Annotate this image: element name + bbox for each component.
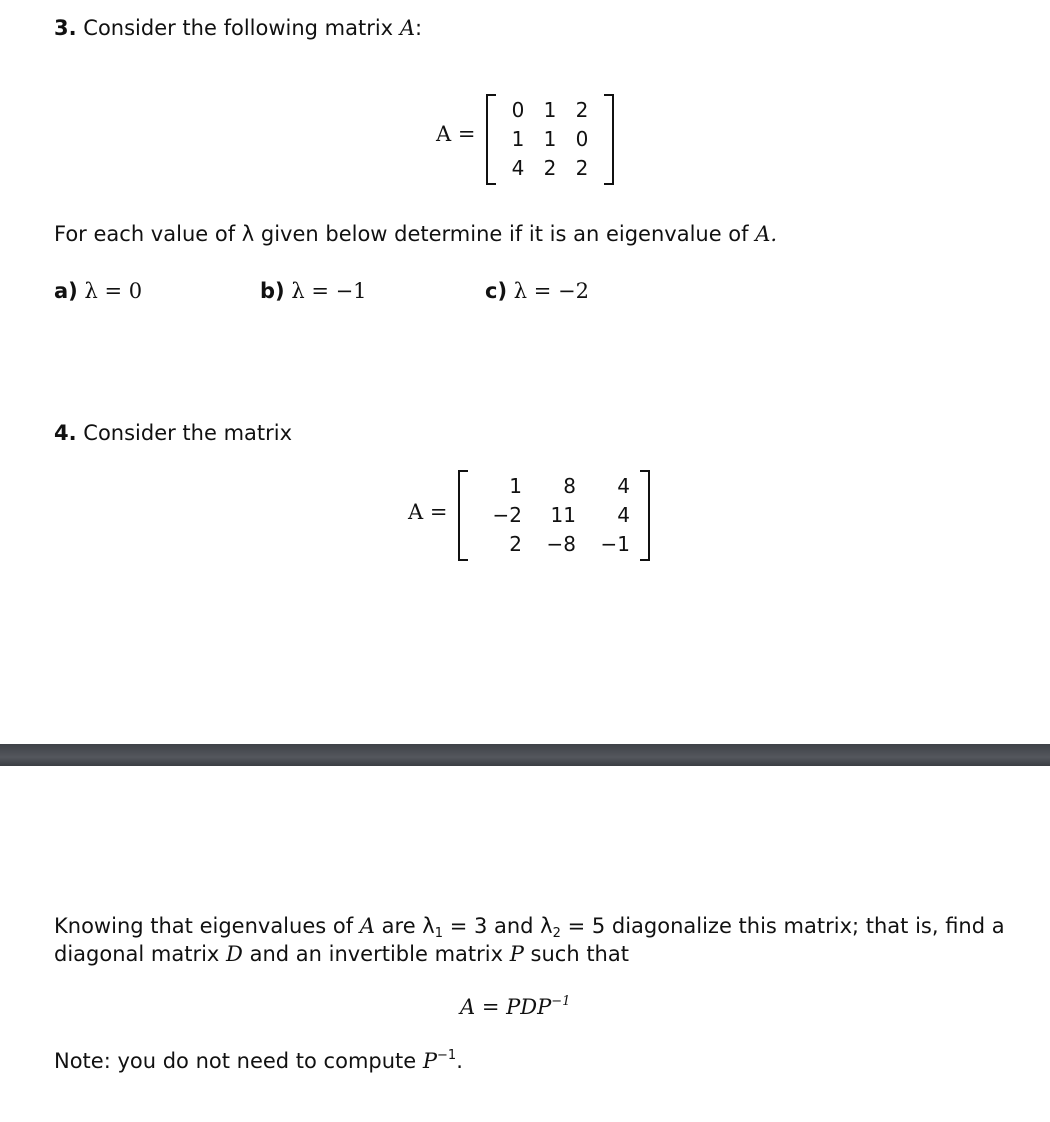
- matrix1-cell: 2: [575, 156, 589, 180]
- matrix1-right-bracket: [604, 94, 614, 185]
- matrix1-label: A =: [436, 122, 476, 146]
- problem3-question-var: A.: [755, 222, 778, 246]
- matrix1-cell: 1: [543, 98, 557, 122]
- problem4-heading: [54, 421, 292, 445]
- matrix1-cell: 2: [575, 98, 589, 122]
- line2-p: P: [509, 942, 524, 966]
- matrix1-cell: 4: [511, 156, 525, 180]
- line1-mid: are λ: [381, 914, 435, 938]
- matrix2-right-bracket: [640, 470, 650, 561]
- line1-var: A: [359, 914, 375, 938]
- formula-text: A = PDP: [460, 995, 552, 1019]
- matrix2-cell: 1: [509, 474, 522, 498]
- line2-pre: diagonal matrix: [54, 942, 220, 966]
- lambda2-subscript: 2: [552, 926, 561, 941]
- part-b-label: b): [260, 279, 285, 303]
- part-b-expr: λ = −1: [291, 279, 367, 303]
- matrix2-label: A =: [408, 500, 448, 524]
- problem3-question-text: For each value of λ given below determine if it is an eigenvalue of: [54, 222, 749, 246]
- diagonalization-formula: [460, 994, 570, 1019]
- matrix2-cell: −1: [600, 532, 630, 556]
- line1-post: = 5 diagonalize this matrix; that is, find a: [560, 914, 1005, 938]
- problem4-statement-line1: [54, 914, 1005, 941]
- line2-mid: and an invertible matrix: [249, 942, 504, 966]
- matrix2: [458, 470, 650, 561]
- note-text: Note: you do not need to compute: [54, 1049, 417, 1073]
- matrix1-cell: 2: [543, 156, 557, 180]
- problem4-intro: Consider the matrix: [83, 421, 293, 445]
- matrix1-grid: [496, 94, 604, 185]
- part-a-expr: λ = 0: [84, 279, 143, 303]
- part-b: [260, 279, 367, 303]
- problem3-var: A: [399, 16, 415, 40]
- matrix2-cell: −8: [546, 532, 576, 556]
- problem3-intro: Consider the following matrix: [83, 16, 394, 40]
- part-c-expr: λ = −2: [513, 279, 589, 303]
- matrix2-cell: 2: [509, 532, 522, 556]
- page-divider: [0, 744, 1050, 766]
- line1-eq1: = 3 and λ: [443, 914, 553, 938]
- part-c: [485, 279, 589, 303]
- matrix1-cell: 0: [575, 127, 589, 151]
- matrix1-cell: 1: [511, 127, 525, 151]
- matrix2-cell: 4: [617, 474, 630, 498]
- matrix2-cell: −2: [492, 503, 522, 527]
- note-var: P: [422, 1049, 438, 1073]
- matrix1: [486, 94, 614, 185]
- part-a: [54, 279, 142, 303]
- matrix1-cell: 1: [543, 127, 557, 151]
- matrix2-left-bracket: [458, 470, 468, 561]
- matrix2-cell: 11: [550, 503, 576, 527]
- matrix1-cell: 0: [511, 98, 525, 122]
- problem3-question: [54, 222, 777, 246]
- formula-superscript: −1: [551, 994, 571, 1009]
- matrix2-cell: 8: [563, 474, 576, 498]
- matrix2-cell: 4: [617, 503, 630, 527]
- problem3-number: 3.: [54, 16, 77, 40]
- problem3-colon: :: [414, 16, 423, 40]
- line2-d: D: [226, 942, 243, 966]
- line2-post: such that: [530, 942, 629, 966]
- part-a-label: a): [54, 279, 78, 303]
- problem3-heading: [54, 16, 422, 40]
- note: [54, 1048, 463, 1073]
- note-end: .: [456, 1049, 463, 1073]
- problem4-number: 4.: [54, 421, 77, 445]
- note-superscript: −1: [437, 1048, 457, 1063]
- part-c-label: c): [485, 279, 508, 303]
- matrix2-grid: [468, 470, 640, 561]
- line1-pre: Knowing that eigenvalues of: [54, 914, 354, 938]
- problem4-statement-line2: [54, 942, 629, 966]
- matrix1-left-bracket: [486, 94, 496, 185]
- lambda1-subscript: 1: [434, 926, 444, 941]
